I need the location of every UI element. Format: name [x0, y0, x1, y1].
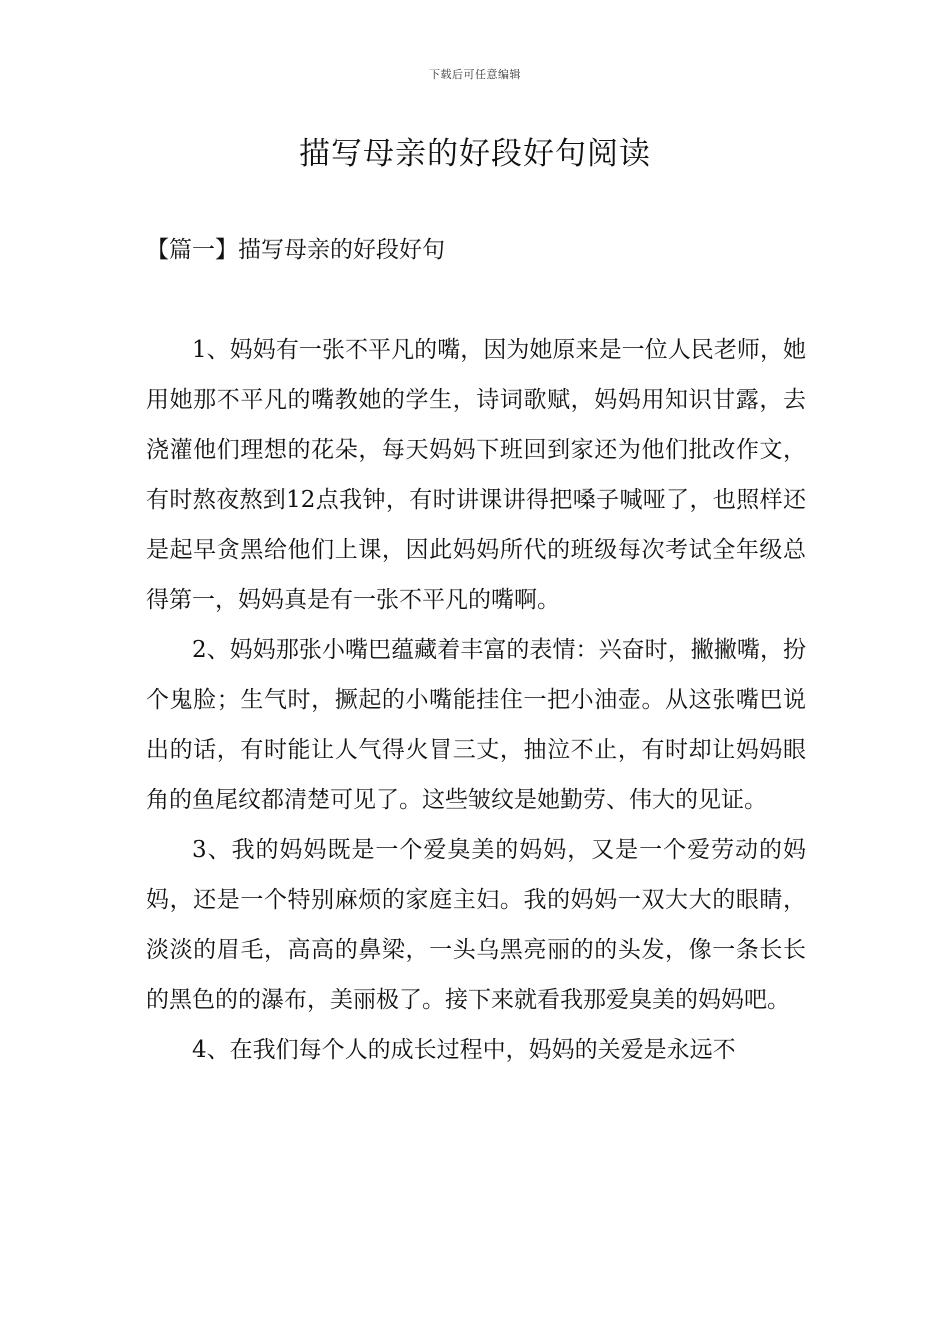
paragraph-2: 2、妈妈那张小嘴巴蕴藏着丰富的表情：兴奋时，撇撇嘴，扮个鬼脸；生气时，撅起的小嘴能挂住一把小油壶。从这张嘴巴说出的话，有时能让人气得火冒三丈，抽泣不止，有时却让妈妈眼角的鱼尾纹都清楚可见了。这些皱纹是她勤劳、伟大的见证。: [146, 637, 806, 813]
document-body: [146, 325, 806, 1075]
section-heading: 【篇一】描写母亲的好段好句: [146, 237, 445, 263]
document-title: 描写母亲的好段好句阅读: [299, 136, 651, 172]
paragraph-4: 4、在我们每个人的成长过程中，妈妈的关爱是永远不: [192, 1037, 736, 1063]
paragraph-1: 1、妈妈有一张不平凡的嘴，因为她原来是一位人民老师，她用她那不平凡的嘴教她的学生，诗词歌赋，妈妈用知识甘露，去浇灌他们理想的花朵，每天妈妈下班回到家还为他们批改作文，有时熬夜熬到12点我钟，有时讲课讲得把嗓子喊哑了，也照样还是起早贪黑给他们上课，因此妈妈所代的班级每次考试全年级总得第一，妈妈真是有一张不平凡的嘴啊。: [146, 337, 806, 613]
header-note: 下载后可任意编辑: [429, 68, 521, 81]
paragraph-3: 3、我的妈妈既是一个爱臭美的妈妈，又是一个爱劳动的妈妈，还是一个特别麻烦的家庭主妇。我的妈妈一双大大的眼睛，淡淡的眉毛，高高的鼻梁，一头乌黑亮丽的的头发，像一条长长的黑色的的瀑布，美丽极了。接下来就看我那爱臭美的妈妈吧。: [146, 837, 806, 1013]
